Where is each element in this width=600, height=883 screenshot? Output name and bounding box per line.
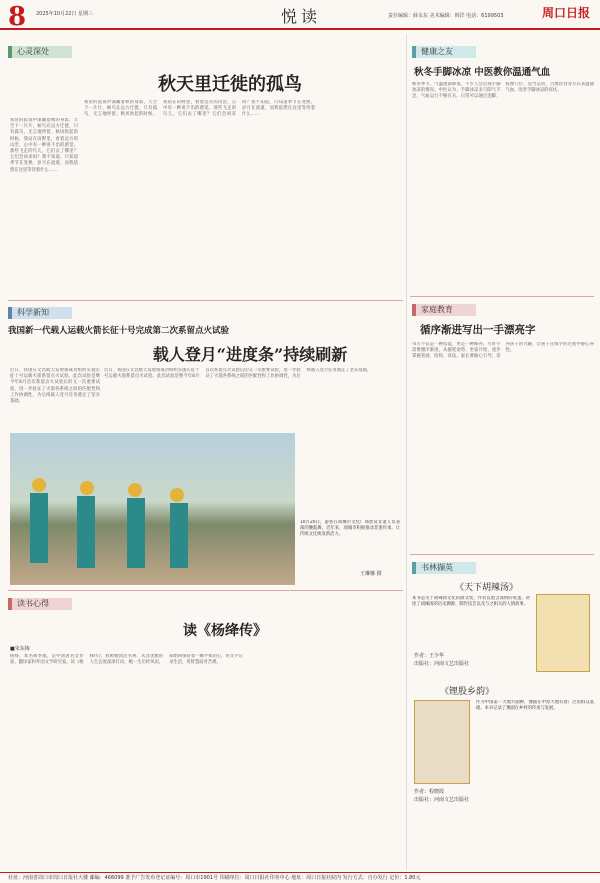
divider — [8, 590, 403, 591]
performer — [77, 496, 95, 568]
issue-date: 2025年10月22日 星期三 — [36, 11, 94, 17]
family-body: 书写不仅是一种技能，更是一种修养。写好字需要循序渐进，从握笔姿势、坐姿开始，逐步掌握笔画、结构、章法。家长要耐心引导，培养孩子的兴趣，让孩子在练字的过程中静心养性。 — [412, 342, 594, 360]
tag-reading: 读书心得 — [8, 598, 72, 610]
science-title: 载人登月“进度条”持续刷新 — [152, 345, 348, 364]
reading-body: 杨绛，本名杨季康，是中国著名女作家、翻译家和外国文学研究家。读《杨绛传》，我被她淡泊名利、从容优雅的人生态度深深打动。她一生历经风雨，却始终保持着一颗平和的心，用文字记录生活，用智慧面对苦难。 — [10, 654, 243, 666]
book2-author: 作者：程晓霞 — [414, 789, 445, 795]
section-title: 悦读 — [280, 7, 321, 26]
fan-prop — [128, 483, 142, 497]
book2-publisher: 出版社：河南文艺出版社 — [414, 797, 470, 803]
editor-info: 责任编辑：薛永东 美术编辑：韩洋 电话：6199503 — [388, 13, 504, 19]
book1-title: 《天下胡辣汤》 — [455, 583, 519, 593]
newspaper-logo: 周口日报 — [541, 6, 590, 20]
news-photo — [10, 433, 295, 585]
health-body: 秋冬季节，气温逐渐降低，不少人会出现手脚冰凉的情况。中医认为，手脚冰凉多与阳气不足、气血运行不畅有关。日常可以通过泡脚、按摩穴位、适当运动、合理饮食等方式来温通气血，改善手脚冰凉的症状。 — [412, 82, 594, 100]
divider — [8, 300, 403, 301]
book1-intro: 本书是关于胡辣汤文化的散文集，作者以饱含深情的笔墨，讲述了胡辣汤的历史渊源、制作技艺以及与之相关的人情故事。 — [412, 596, 530, 608]
reading-author: ■朱东梅 — [10, 646, 30, 652]
health-title: 秋冬手脚冰凉 中医教你温通气血 — [414, 67, 551, 78]
divider — [410, 296, 594, 297]
autumn-body-col1: 我常的寂寞中深藏着秋的身影，天空下一片片，候鸟在远方迁徙，只有孤鸟，无言地停留。秋风吹起的时候，我站在田野里，看着远方的山峦，心中有一种说不出的感觉。那些飞走的鸟儿，它们去了哪里？它们会回来吗？我不知道，只知道季节在变换，岁月在流逝，而我依然在这里等待着什么…… — [10, 118, 78, 173]
tag-science: 科学新知 — [8, 307, 72, 319]
tag-books: 书林撷英 — [412, 562, 476, 574]
autumn-body: 我常的寂寞中深藏着秋的身影，天空下一片片，候鸟在远方迁徙，只有孤鸟，无言地停留。秋风吹起的时候，我站在田野里，看着远方的山峦，心中有一种说不出的感觉。那些飞走的鸟儿，它们去了哪里？它们会回来吗？我不知道，只知道季节在变换，岁月在流逝，而我依然在这里等待着什么…… — [84, 100, 315, 118]
book1-publisher: 出版社：河南文艺出版社 — [414, 661, 470, 667]
family-title: 循序渐进写出一手漂亮字 — [420, 324, 536, 336]
science-body: 近日，我国在文昌航天发射场成功组织实施长征十号运载火箭系留点火试验。此次试验是继今年8月首次系留点火试验后的又一次重要试验，进一步验证了火箭各系统之间的匹配性和工作协调性，为后续载人登月任务奠定了坚实基础。 — [104, 368, 372, 380]
photo-caption: 10月20日，游客在项城市文化广场欣赏非遗人员表演的腰鼓舞。近年来，项城市积极推动非遗传承，让传统文化焕发新活力。 — [300, 520, 400, 538]
tag-health: 健康之友 — [412, 46, 476, 58]
book2-title: 《锂股乡韵》 — [440, 687, 495, 697]
tag-family: 家庭教育 — [412, 304, 476, 316]
masthead — [0, 0, 600, 30]
fan-prop — [170, 488, 184, 502]
performer — [170, 503, 188, 568]
book2-intro: 作为中国第一大地方剧种，豫剧在中原大地有着广泛的群众基础。本书记录了豫剧在乡村的传承与发展。 — [476, 700, 594, 712]
column-divider — [406, 34, 407, 870]
divider — [410, 554, 594, 555]
performer — [30, 493, 48, 563]
book2-cover — [414, 700, 470, 784]
reading-title: 读《杨绛传》 — [183, 623, 267, 639]
book1-cover — [536, 594, 590, 672]
footer: 社址：河南省周口市周口日报社大楼 邮编：466099 准予广告发布登记证编号：周口市1901号 印刷单位：周口日报社印务中心 地址：周口日报社院内 发行方式：自办发行 定价：1.80元 — [0, 872, 600, 883]
science-subtitle: 我国新一代载人运载火箭长征十号完成第二次系留点火试验 — [8, 326, 230, 336]
science-body-lead: 近日，我国在文昌航天发射场成功组织实施长征十号运载火箭系留点火试验。此次试验是继今年8月首次系留点火试验后的又一次重要试验，进一步验证了火箭各系统之间的匹配性和工作协调性，为后续载人登月任务奠定了坚实基础。 — [10, 368, 100, 405]
fan-prop — [80, 481, 94, 495]
fan-prop — [32, 478, 46, 492]
book1-author: 作者：王少华 — [414, 653, 445, 659]
photo-credit: 王琳娜 摄 — [360, 571, 382, 577]
tag-heart: 心灵深处 — [8, 46, 72, 58]
autumn-title: 秋天里迁徙的孤鸟 — [158, 74, 302, 95]
page-number: 8 — [8, 2, 27, 32]
performer — [127, 498, 145, 568]
